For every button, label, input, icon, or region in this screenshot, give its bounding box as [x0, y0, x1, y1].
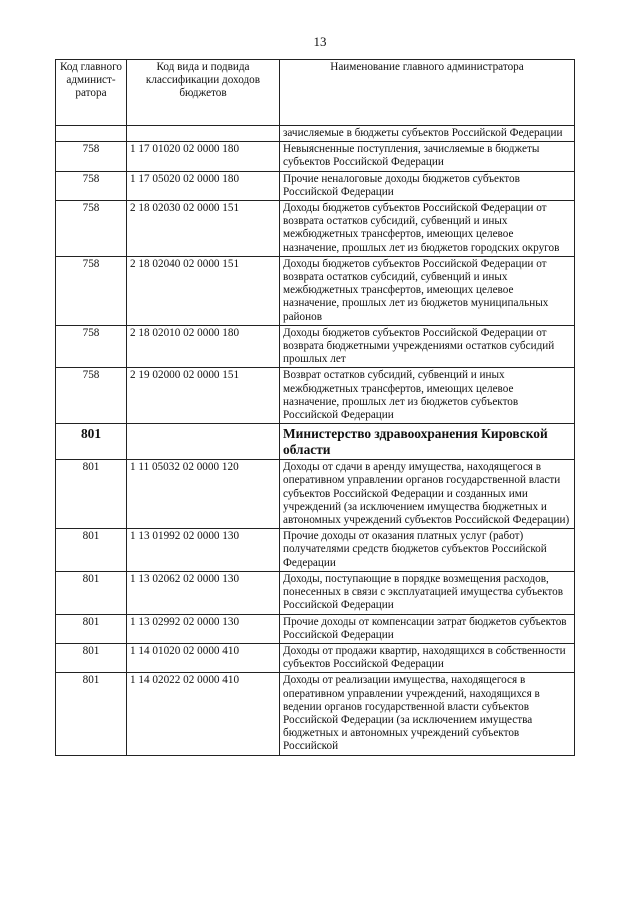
table-row	[56, 368, 575, 424]
table-row	[56, 171, 575, 200]
kbk-code-cell: 2 19 02000 02 0000 151	[127, 368, 280, 424]
kbk-code-cell: 2 18 02030 02 0000 151	[127, 201, 280, 257]
kbk-code-cell	[127, 424, 280, 460]
kbk-code-cell: 1 13 01992 02 0000 130	[127, 529, 280, 572]
admin-code-cell: 801	[56, 614, 127, 643]
admin-code-cell: 758	[56, 142, 127, 171]
name-cell: Возврат остатков субсидий, субвенций и иных межбюджетных трансфертов, имеющих целевое назначение, прошлых лет из бюджетов субъектов Российской Федерации	[280, 368, 575, 424]
table-row	[56, 614, 575, 643]
page-number: 13	[313, 34, 327, 49]
admin-code-cell: 801	[56, 529, 127, 572]
name-cell: Доходы, поступающие в порядке возмещения расходов, понесенных в связи с эксплуатацией имущества субъектов Российской Федерации	[280, 571, 575, 614]
admin-code-cell: 801	[56, 460, 127, 529]
admin-code-cell: 801	[56, 673, 127, 755]
name-cell: Министерство здравоохранения Кировской области	[280, 424, 575, 460]
admin-code-cell: 758	[56, 201, 127, 257]
kbk-code-cell: 1 17 01020 02 0000 180	[127, 142, 280, 171]
name-cell: Доходы бюджетов субъектов Российской Федерации от возврата бюджетными учреждениями остатков субсидий прошлых лет	[280, 325, 575, 368]
name-cell: Доходы бюджетов субъектов Российской Федерации от возврата остатков субсидий, субвенций и иных межбюджетных трансфертов, имеющих целевое назначение, прошлых лет из бюджетов муниципальных районов	[280, 256, 575, 325]
admin-code-cell: 758	[56, 256, 127, 325]
name-cell: Прочие доходы от компенсации затрат бюджетов субъектов Российской Федерации	[280, 614, 575, 643]
name-cell: Доходы от сдачи в аренду имущества, находящегося в оперативном управлении органов государственной власти субъектов Российской Федерации и созданных ими учреждений (за исключением имущества бюджетных и автономных учреждений субъектов Российской Федерации)	[280, 460, 575, 529]
header-name: Наименование главного администратора	[280, 60, 575, 126]
table-row	[56, 325, 575, 368]
kbk-code-cell: 1 11 05032 02 0000 120	[127, 460, 280, 529]
name-cell: Доходы от продажи квартир, находящихся в собственности субъектов Российской Федерации	[280, 643, 575, 672]
admin-code-cell: 758	[56, 368, 127, 424]
table-row	[56, 142, 575, 171]
table-header-row	[56, 60, 575, 126]
table-row	[56, 460, 575, 529]
header-admin-code: Код главного админист-ратора	[56, 60, 127, 126]
admin-code-cell: 801	[56, 643, 127, 672]
name-cell: Прочие доходы от оказания платных услуг (работ) получателями средств бюджетов субъектов Российской Федерации	[280, 529, 575, 572]
admin-code-cell: 801	[56, 424, 127, 460]
name-cell: Невыясненные поступления, зачисляемые в бюджеты субъектов Российской Федерации	[280, 142, 575, 171]
name-cell: зачисляемые в бюджеты субъектов Российской Федерации	[280, 126, 575, 142]
name-cell: Доходы от реализации имущества, находящегося в оперативном управлении учреждений, находящихся в ведении органов государственной власти субъектов Российской Федерации (за исключением имущества бюджетных и автономных учреждений субъектов Российской	[280, 673, 575, 755]
name-cell: Доходы бюджетов субъектов Российской Федерации от возврата остатков субсидий, субвенций и иных межбюджетных трансфертов, имеющих целевое назначение, прошлых лет из бюджетов городских округов	[280, 201, 575, 257]
kbk-code-cell: 2 18 02010 02 0000 180	[127, 325, 280, 368]
name-cell: Прочие неналоговые доходы бюджетов субъектов Российской Федерации	[280, 171, 575, 200]
table-row	[56, 643, 575, 672]
table-row	[56, 201, 575, 257]
kbk-code-cell: 1 17 05020 02 0000 180	[127, 171, 280, 200]
kbk-code-cell: 1 14 02022 02 0000 410	[127, 673, 280, 755]
kbk-code-cell: 1 13 02062 02 0000 130	[127, 571, 280, 614]
table-body	[56, 126, 575, 756]
table-row	[56, 529, 575, 572]
table-row	[56, 673, 575, 755]
admin-code-cell: 758	[56, 171, 127, 200]
section-row	[56, 424, 575, 460]
table-row	[56, 126, 575, 142]
kbk-code-cell: 1 13 02992 02 0000 130	[127, 614, 280, 643]
header-kbk: Код вида и подвида классификации доходов бюджетов	[127, 60, 280, 126]
table-row	[56, 256, 575, 325]
table-row	[56, 571, 575, 614]
revenue-codes-table	[55, 59, 575, 756]
admin-code-cell: 801	[56, 571, 127, 614]
admin-code-cell: 758	[56, 325, 127, 368]
kbk-code-cell: 1 14 01020 02 0000 410	[127, 643, 280, 672]
admin-code-cell	[56, 126, 127, 142]
kbk-code-cell: 2 18 02040 02 0000 151	[127, 256, 280, 325]
kbk-code-cell	[127, 126, 280, 142]
